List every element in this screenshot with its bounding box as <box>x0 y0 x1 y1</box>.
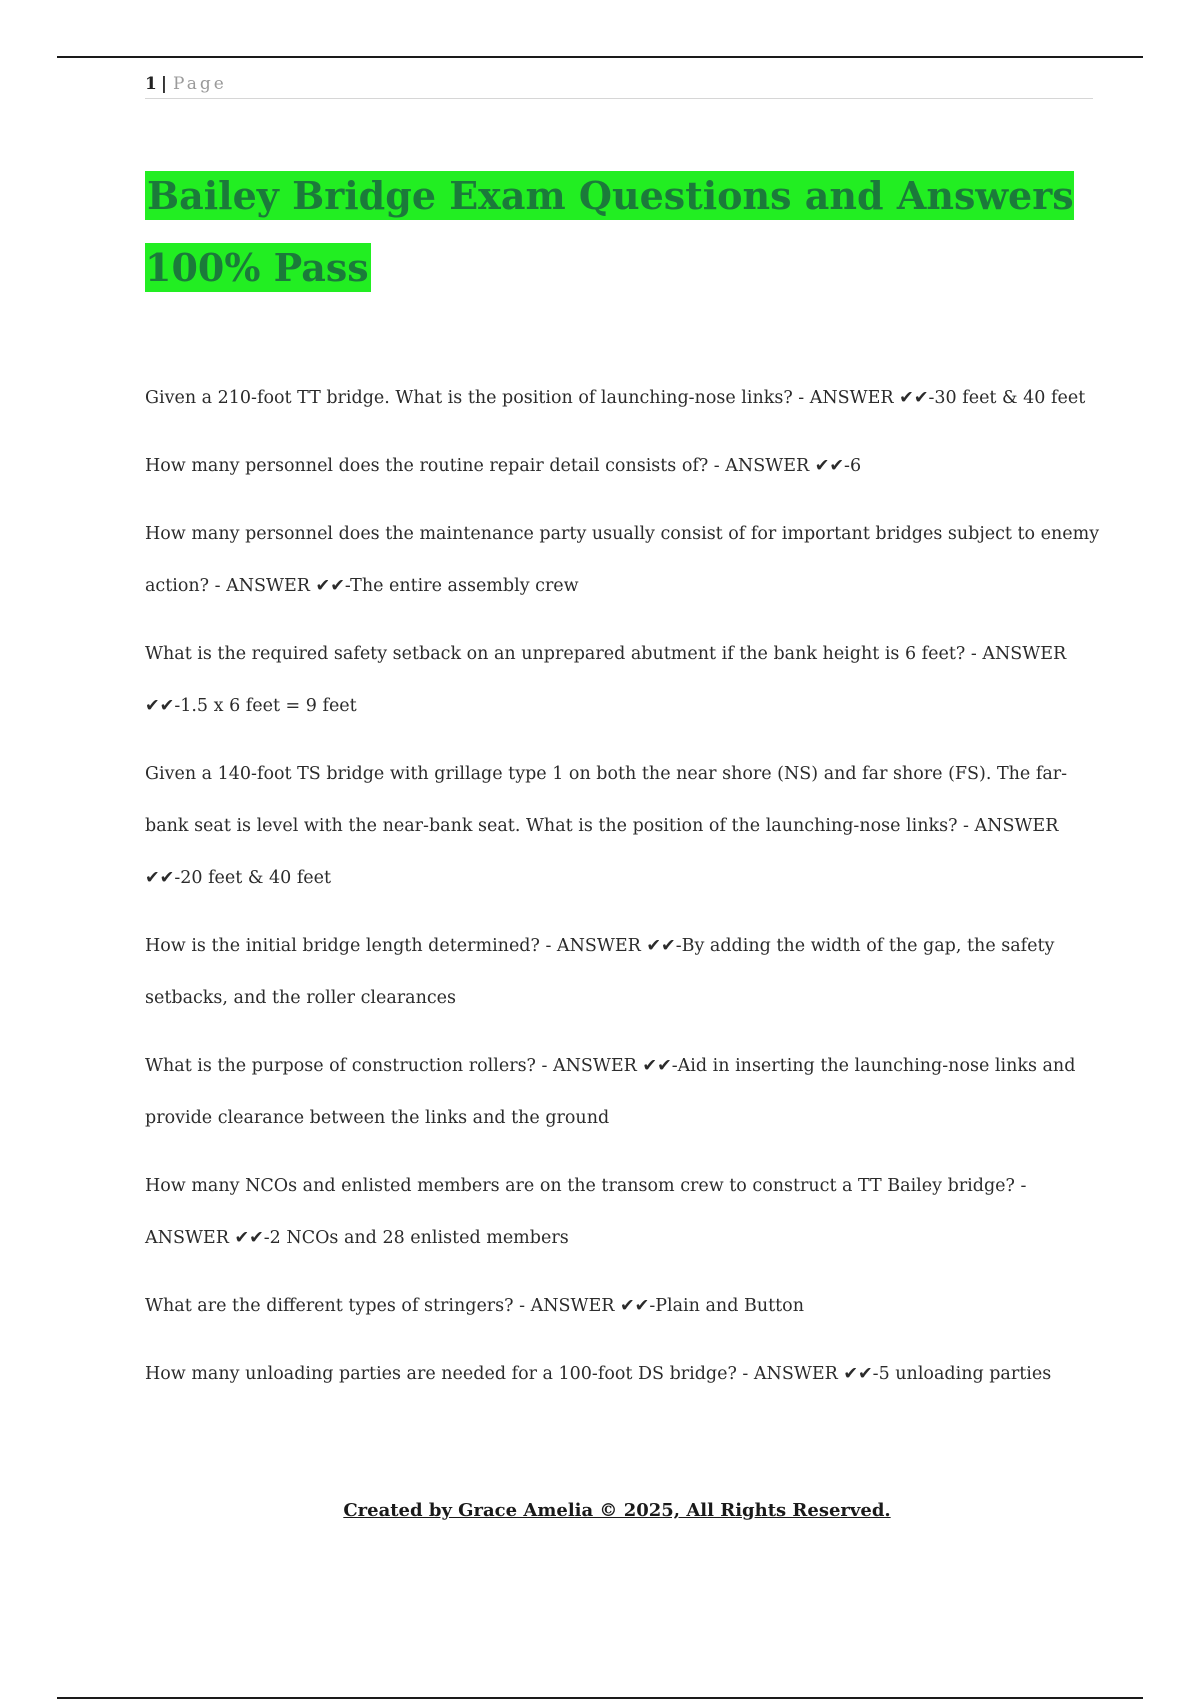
qa-item: How many personnel does the routine repair detail consists of? - ANSWER ✔✔-6 <box>145 456 862 476</box>
document-title <box>145 160 1105 304</box>
qa-item: How many personnel does the maintenance party usually consist of for important bridges subject to enemy action? - ANSWER ✔✔-The entire assembly crew <box>145 524 1100 596</box>
qa-item: What are the different types of stringers? - ANSWER ✔✔-Plain and Button <box>145 1296 804 1316</box>
qa-item: How is the initial bridge length determined? - ANSWER ✔✔-By adding the width of the gap, the safety setbacks, and the roller clearances <box>145 936 1055 1008</box>
qa-list <box>145 372 1100 1416</box>
bottom-rule <box>57 1697 1143 1699</box>
qa-item: How many NCOs and enlisted members are on the transom crew to construct a TT Bailey bridge? - ANSWER ✔✔-2 NCOs and 28 enlisted members <box>145 1176 1027 1248</box>
qa-item: What is the purpose of construction rollers? - ANSWER ✔✔-Aid in inserting the launching-nose links and provide clearance between the links and the ground <box>145 1056 1076 1128</box>
page-header <box>145 72 1093 99</box>
document-title-text: Bailey Bridge Exam Questions and Answers 100% Pass <box>145 173 1074 290</box>
footer-credit: Created by Grace Amelia © 2025, All Rights Reserved. <box>343 1500 891 1521</box>
qa-item: Given a 210-foot TT bridge. What is the position of launching-nose links? - ANSWER ✔✔-30 feet & 40 feet <box>145 388 1086 408</box>
page-separator: | <box>160 74 168 94</box>
page-label: Page <box>173 74 227 94</box>
top-rule <box>57 56 1143 58</box>
qa-item: How many unloading parties are needed for a 100-foot DS bridge? - ANSWER ✔✔-5 unloading parties <box>145 1364 1052 1384</box>
qa-item: Given a 140-foot TS bridge with grillage type 1 on both the near shore (NS) and far shore (FS). The far-bank seat is level with the near-bank seat. What is the position of the launching-nose links? - ANSWER ✔✔-20 feet & 40 feet <box>145 764 1068 888</box>
qa-item: What is the required safety setback on an unprepared abutment if the bank height is 6 feet? - ANSWER ✔✔-1.5 x 6 feet = 9 feet <box>145 644 1067 716</box>
page-number: 1 <box>145 74 157 94</box>
